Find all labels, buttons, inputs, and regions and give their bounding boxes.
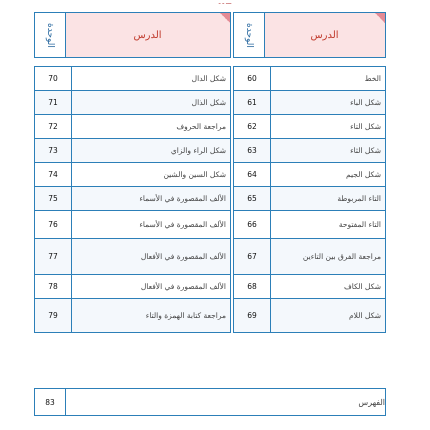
row-number: 68 xyxy=(234,275,271,299)
row-title: شكل اللام xyxy=(271,299,386,333)
row-number: 66 xyxy=(234,211,271,239)
row-number: 71 xyxy=(35,91,72,115)
row-number: 74 xyxy=(35,163,72,187)
right-header-title: الدرس xyxy=(310,29,339,41)
row-title: مراجعة كتابة الهمزة والتاء xyxy=(72,299,231,333)
left-num-label: الوحدة xyxy=(45,22,55,48)
row-number: 65 xyxy=(234,187,271,211)
row-number: 60 xyxy=(234,67,271,91)
row-title: الألف المقصورة في الأفعال xyxy=(72,239,231,275)
corner-fold-icon xyxy=(375,13,385,23)
row-title: شكل الكاف xyxy=(271,275,386,299)
row-number: 72 xyxy=(35,115,72,139)
row-number: 75 xyxy=(35,187,72,211)
table-row xyxy=(234,239,386,275)
right-num-label: الوحدة xyxy=(244,22,254,48)
row-number: 77 xyxy=(35,239,72,275)
table-row xyxy=(234,211,386,239)
right-table xyxy=(233,66,386,333)
row-title: شكل السين والشين xyxy=(72,163,231,187)
row-title: شكل الثاء xyxy=(271,139,386,163)
table-row xyxy=(35,187,231,211)
row-number: 63 xyxy=(234,139,271,163)
row-number: 76 xyxy=(35,211,72,239)
index-sheet xyxy=(34,12,386,422)
table-row xyxy=(234,115,386,139)
table-row xyxy=(234,275,386,299)
bottom-title: الفهرس xyxy=(358,397,385,407)
table-row xyxy=(234,163,386,187)
table-row xyxy=(234,299,386,333)
row-number: 69 xyxy=(234,299,271,333)
right-header-num xyxy=(234,13,265,57)
row-title: مراجعة الفرق بين التاءين xyxy=(271,239,386,275)
corner-fold-icon xyxy=(220,13,230,23)
table-row xyxy=(35,91,231,115)
table-row xyxy=(234,91,386,115)
row-title: الخط xyxy=(271,67,386,91)
row-title: شكل الذال xyxy=(72,91,231,115)
row-number: 79 xyxy=(35,299,72,333)
row-number: 64 xyxy=(234,163,271,187)
table-row xyxy=(35,299,231,333)
row-title: شكل الراء والزاي xyxy=(72,139,231,163)
row-title: مراجعة الحروف xyxy=(72,115,231,139)
row-title: شكل الجيم xyxy=(271,163,386,187)
table-row xyxy=(35,115,231,139)
row-title: التاء المربوطة xyxy=(271,187,386,211)
row-title: شكل الباء xyxy=(271,91,386,115)
table-row xyxy=(35,239,231,275)
row-title: الألف المقصورة في الأفعال xyxy=(72,275,231,299)
table-row xyxy=(35,211,231,239)
left-header-num xyxy=(35,13,66,57)
row-number: 62 xyxy=(234,115,271,139)
row-number: 67 xyxy=(234,239,271,275)
right-header xyxy=(233,12,386,58)
left-header-title: الدرس xyxy=(133,29,162,41)
left-header xyxy=(34,12,231,58)
table-row xyxy=(234,67,386,91)
table-row xyxy=(35,275,231,299)
row-number: 61 xyxy=(234,91,271,115)
row-title: شكل التاء xyxy=(271,115,386,139)
row-title: التاء المفتوحة xyxy=(271,211,386,239)
row-number: 73 xyxy=(35,139,72,163)
row-number: 70 xyxy=(35,67,72,91)
table-row xyxy=(35,139,231,163)
table-row xyxy=(234,187,386,211)
top-mark: ـــ ـ ـ xyxy=(218,0,232,6)
row-number: 78 xyxy=(35,275,72,299)
table-row xyxy=(234,139,386,163)
bottom-num: 83 xyxy=(35,389,66,415)
row-title: الألف المقصورة في الأسماء xyxy=(72,211,231,239)
row-title: شكل الدال xyxy=(72,67,231,91)
table-row xyxy=(35,67,231,91)
bottom-row xyxy=(34,388,386,416)
left-table xyxy=(34,66,231,333)
row-title: الألف المقصورة في الأسماء xyxy=(72,187,231,211)
table-row xyxy=(35,163,231,187)
